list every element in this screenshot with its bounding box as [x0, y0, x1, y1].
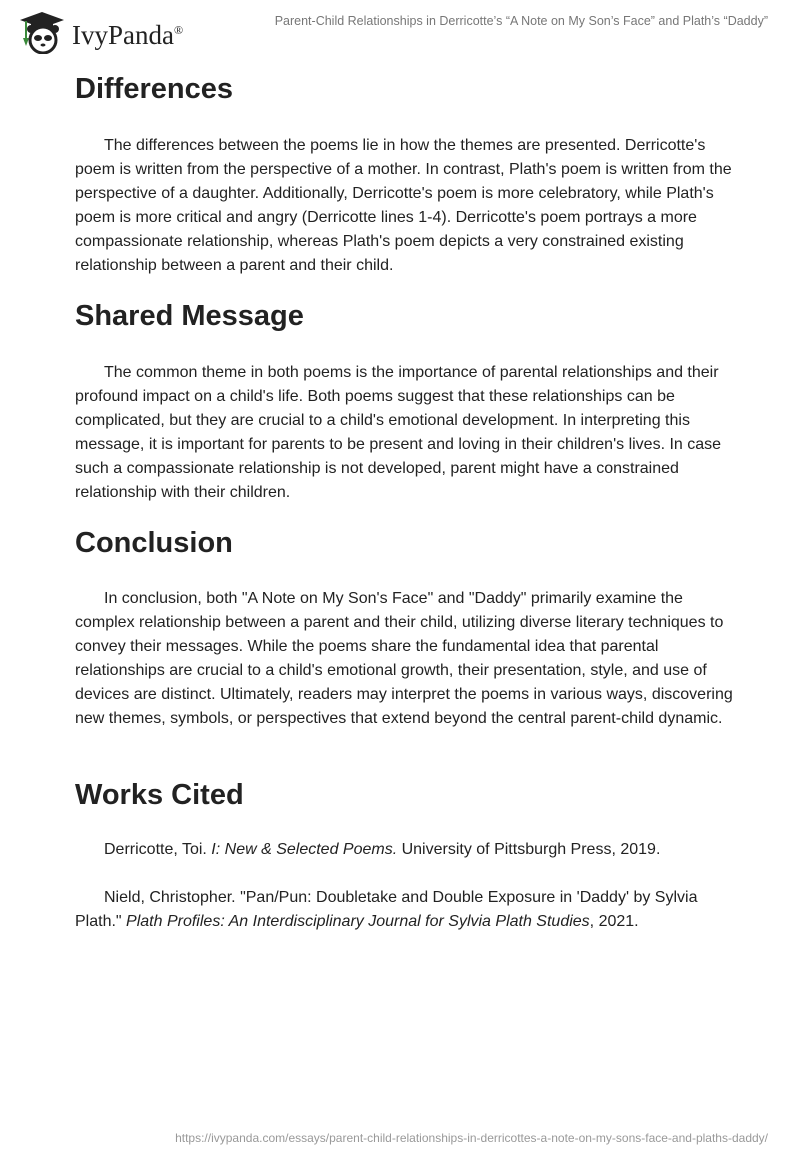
section-heading-works-cited: Works Cited — [75, 779, 244, 811]
ivypanda-logo[interactable] — [18, 10, 183, 54]
citation-entry: Derricotte, Toi. I: New & Selected Poems. University of Pittsburgh Press, 2019. — [104, 841, 661, 858]
citation-entry: Nield, Christopher. "Pan/Pun: Doubletake and Double Exposure in 'Daddy' by Sylvia Plath." Plath Profiles: An Interdisciplinary Journal for Sylvia Plath Studies, 2021. — [75, 889, 698, 930]
section-heading-differences: Differences — [75, 73, 233, 105]
logo-text: IvyPanda® — [72, 19, 184, 50]
document-title: Parent-Child Relationships in Derricotte’s “A Note on My Son’s Face” and Plath’s “Daddy” — [274, 14, 768, 28]
paragraph-shared-message: The common theme in both poems is the importance of parental relationships and their profound impact on a child's life. Both poems suggest that these relationships can be complicated, but they are crucial to a child's emotional development. In interpreting this message, it is important for parents to be present and loving in their children's lives. In case such a compassionate relationship is not developed, parent might have a constrained relationship with their children. — [75, 364, 722, 501]
section-heading-shared-message: Shared Message — [75, 300, 304, 332]
paragraph-differences: The differences between the poems lie in how the themes are presented. Derricotte's poem is written from the perspective of a mother. In contrast, Plath's poem is written from the perspective of a daughter. Additionally, Derricotte's poem is more celebratory, while Plath's poem is more critical and angry (Derricotte lines 1-4). Derricotte's poem portrays a more compassionate relationship, whereas Plath's poem depicts a very constrained existing relationship between a parent and their child. — [75, 137, 732, 274]
section-heading-conclusion: Conclusion — [75, 527, 233, 559]
paragraph-conclusion: In conclusion, both "A Note on My Son's Face" and "Daddy" primarily examine the complex relationship between a parent and their child, utilizing diverse literary techniques to convey their messages. While the poems share the fundamental idea that parental relationships are crucial to a child's emotional growth, their presentation, style, and use of devices are distinct. Ultimately, readers may interpret the poems in various ways, discovering new themes, symbols, or perspectives that extend beyond the central parent-child dynamic. — [75, 590, 733, 727]
source-url-link[interactable]: https://ivypanda.com/essays/parent-child-relationships-in-derricottes-a-note-on-my-sons-face-and-plaths-daddy/ — [175, 1131, 768, 1145]
panda-graduate-icon — [18, 10, 66, 54]
